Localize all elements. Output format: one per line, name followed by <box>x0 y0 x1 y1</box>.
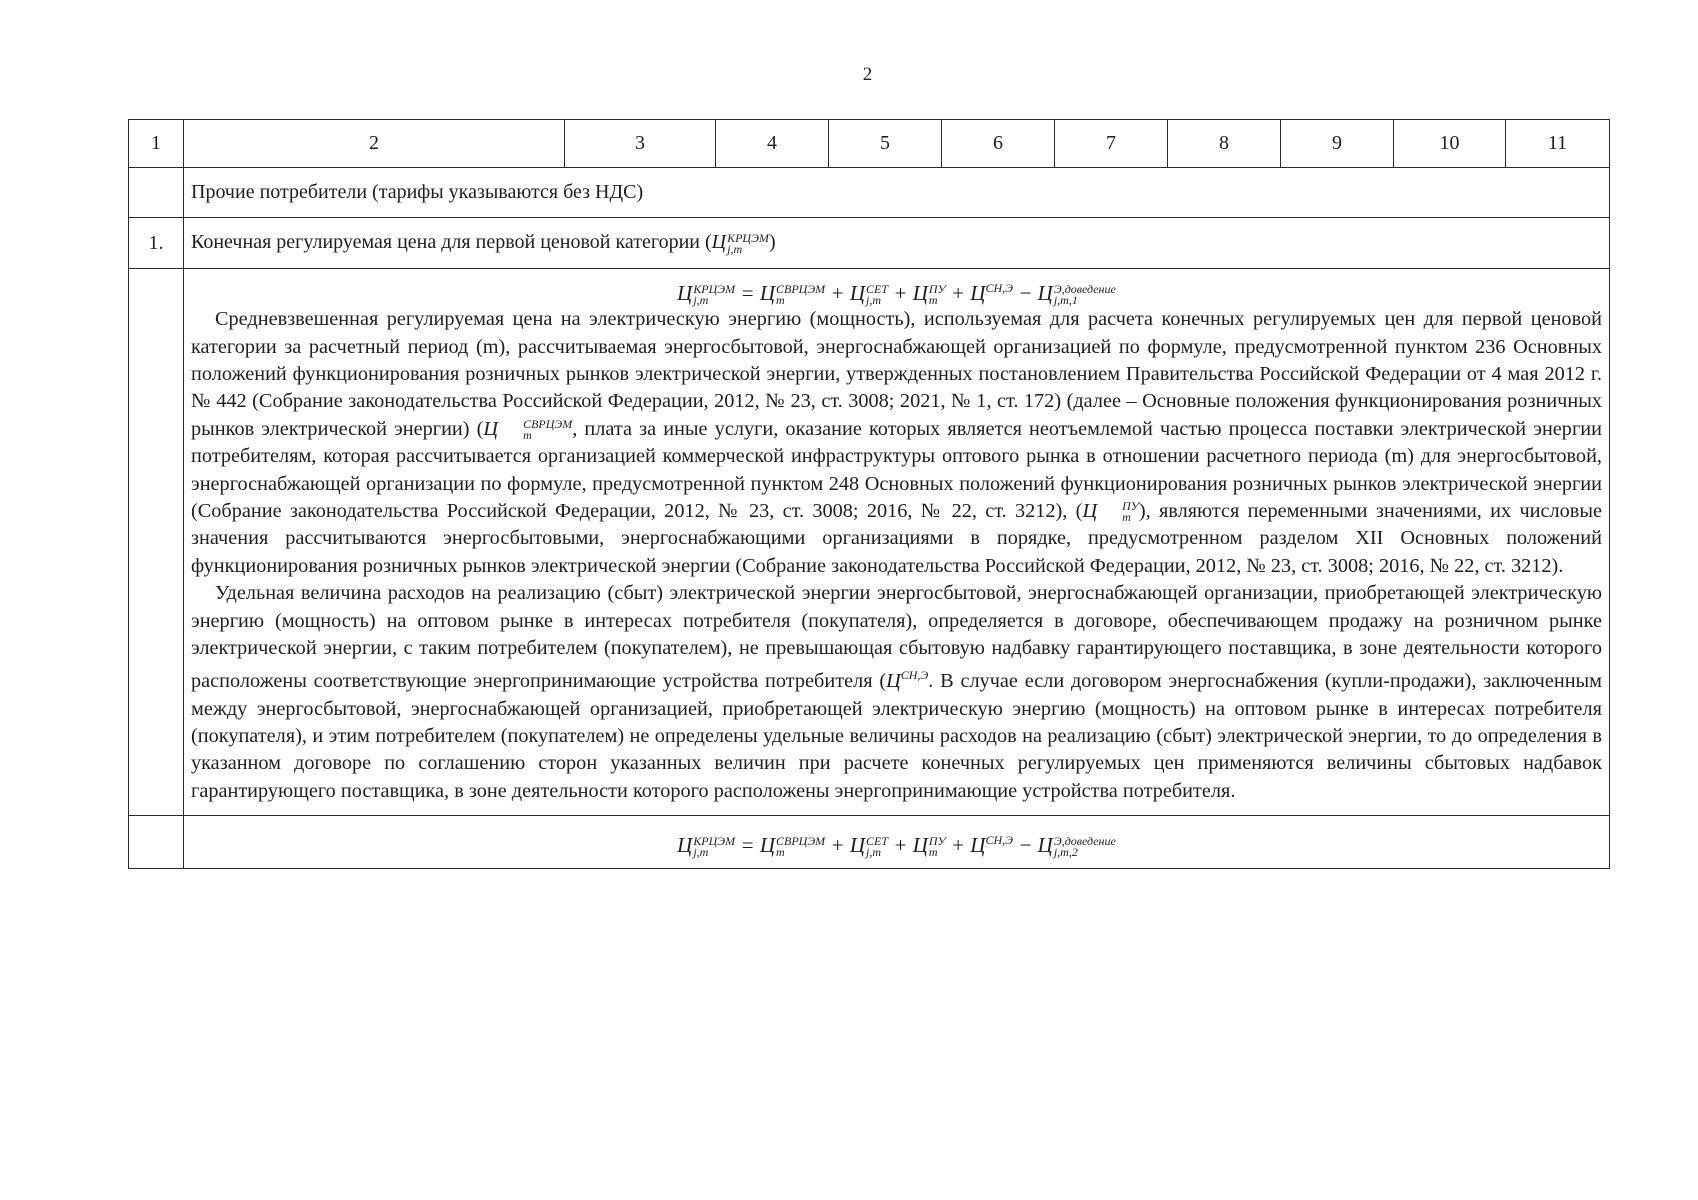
section-row <box>129 168 1610 218</box>
column-header: 10 <box>1394 120 1506 168</box>
section-title-cell <box>184 168 1610 218</box>
column-number-row <box>129 120 1610 168</box>
item-title: Конечная регулируемая цена для первой ценовой категории (Ц КРЦЭМ j,m ) <box>191 230 776 256</box>
item-title-cell <box>184 218 1610 269</box>
section-title: Прочие потребители (тарифы указываются без НДС) <box>191 181 644 203</box>
paragraph-weighted-price: Средневзвешенная регулируемая цена на электрическую энергию (мощность), используемая для расчета конечных регулируемых цен для первой ценовой категории за расчетный период (m), рассчитываемая энергосбытовой, энергоснабжающей организацией по формуле, предусмотренной пунктом 236 Основных положений функционирования розничных рынков электрической энергии, утвержденных постановлением Правительства Российской Федерации от 4 мая 2012 г. № 442 (Собрание законодательства Российской Федерации, 2012, № 23, ст. 3008; 2021, № 1, ст. 172) (далее – Основные положения функционирования розничных рынков электрической энергии) (Ц СВРЦЭМ m , плата за иные услуги, оказание которых является неотъемлемой частью процесса поставки электрической энергии потребителям, которая рассчитывается организацией коммерческой инфраструктуры оптового рынка в отношении расчетного периода (m) для энергосбытовой, энергоснабжающей организации по формуле, предусмотренной пунктом 248 Основных положений функционирования розничных рынков электрической энергии (Собрание законодательства Российской Федерации, 2012, № 23, ст. 3008; 2016, № 22, ст. 3212), (Ц ПУ m ), являются переменными значениями, их числовые значения рассчитываются энергосбытовыми, энергоснабжающими организациями в порядке, предусмотренном разделом XII Основных положений функционирования розничных рынков электрической энергии (Собрание законодательства Российской Федерации, 2012, № 23, ст. 3008; 2016, № 22, ст. 3212). <box>191 308 1602 577</box>
column-header: 3 <box>565 120 716 168</box>
item-number: 1. <box>129 218 184 269</box>
formula-bottom: Ц КРЦЭМ j,m = Ц СВРЦЭМ m + Ц СЕТ j,m + Ц ПУ m + $Ц^{СН,Э} - Ц$ Э,доведение j,m,2 <box>677 832 1116 859</box>
column-header: 1 <box>129 120 184 168</box>
column-header: 8 <box>1168 120 1281 168</box>
empty-number-cell <box>129 816 184 869</box>
body-cell <box>184 269 1610 816</box>
formula-top: Ц КРЦЭМ j,m = Ц СВРЦЭМ m + Ц СЕТ j,m + Ц ПУ m + $Ц^{СН,Э} - Ц$ Э,доведение j,m,1 <box>677 281 1116 308</box>
column-header: 9 <box>1281 120 1394 168</box>
item-title-row <box>129 218 1610 269</box>
column-header: 5 <box>829 120 942 168</box>
empty-number-cell <box>129 168 184 218</box>
paragraph-sales-expenses: Удельная величина расходов на реализацию (сбыт) электрической энергии энергосбытовой, энергоснабжающей организации, приобретающей электрическую энергию (мощность) на оптовом рынке в интересах потребителя (покупателя), определяется в договоре, обеспечивающем продажу на розничном рынке электрической энергии, с таким потребителем (покупателем), не превышающая сбытовую надбавку гарантирующего поставщика, в зоне деятельности которого расположены соответствующие энергопринимающие устройства потребителя ($Ц^{СН,Э}$. В случае если договором энергоснабжения (купли-продажи), заключенным между энергосбытовой, энергоснабжающей организацией, приобретающей электрическую энергию (мощность) на оптовом рынке в интересах потребителя (покупателя), и этим потребителем (покупателем) не определены удельные величины расходов на реализацию (сбыт) электрической энергии, то до определения в указанном договоре по соглашению сторон указанных величин при расчете конечных регулируемых цен применяются величины сбытовых надбавок гарантирующего поставщика, в зоне деятельности которого расположены энергопринимающие устройства потребителя. <box>191 582 1603 802</box>
column-header: 4 <box>716 120 829 168</box>
column-header: 11 <box>1506 120 1610 168</box>
bottom-formula-cell <box>184 816 1610 869</box>
body-row <box>129 269 1610 816</box>
column-header: 7 <box>1055 120 1168 168</box>
bottom-formula-row <box>129 816 1610 869</box>
empty-number-cell <box>129 269 184 816</box>
column-header: 2 <box>184 120 565 168</box>
page-number: 2 <box>862 64 873 85</box>
column-header: 6 <box>942 120 1055 168</box>
tariff-table <box>128 119 1610 869</box>
